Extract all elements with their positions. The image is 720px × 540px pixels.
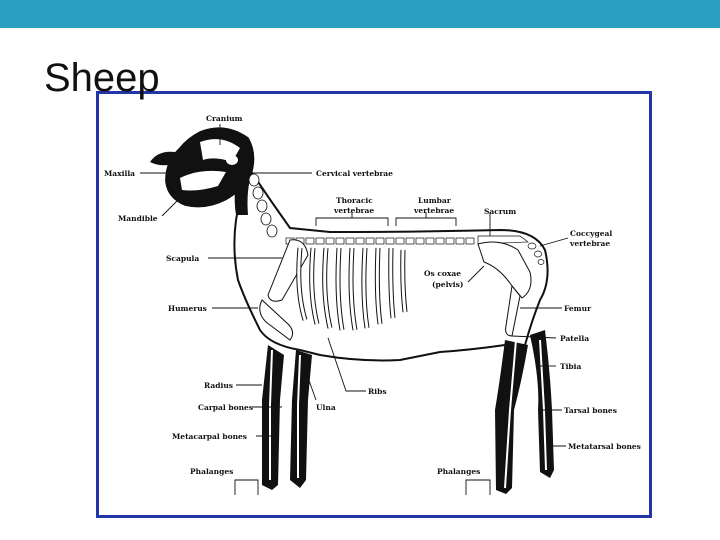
label-tibia: Tibia	[560, 362, 582, 371]
label-ribs: Ribs	[368, 387, 387, 396]
label-cranium: Cranium	[206, 114, 243, 123]
label-scapula: Scapula	[166, 254, 200, 263]
label-coccygeal-1: Coccygeal	[570, 229, 613, 238]
label-phalanges-front: Phalanges	[190, 467, 234, 476]
label-radius: Radius	[204, 381, 234, 390]
label-coccygeal-2: vertebrae	[570, 239, 611, 248]
label-tarsal-bones: Tarsal bones	[564, 406, 617, 415]
label-cervical-vertebrae: Cervical vertebrae	[316, 169, 393, 178]
label-carpal-bones: Carpal bones	[198, 403, 254, 412]
slide-title: Sheep	[44, 56, 160, 100]
label-sacrum: Sacrum	[484, 207, 517, 216]
label-femur: Femur	[564, 304, 592, 313]
label-os-coxae-1: Os coxae	[424, 269, 462, 278]
label-metacarpal-bones: Metacarpal bones	[172, 432, 248, 441]
label-phalanges-hind: Phalanges	[437, 467, 481, 476]
label-metatarsal-bones: Metatarsal bones	[568, 442, 641, 451]
label-maxilla: Maxilla	[104, 169, 136, 178]
label-patella: Patella	[560, 334, 590, 343]
label-thoracic-2: vertebrae	[334, 206, 375, 215]
label-mandible: Mandible	[118, 214, 158, 223]
label-ulna: Ulna	[316, 403, 336, 412]
label-lumbar-2: vertebrae	[414, 206, 455, 215]
label-thoracic-1: Thoracic	[336, 196, 373, 205]
label-os-coxae-2: (pelvis)	[432, 280, 464, 289]
label-lumbar-1: Lumbar	[418, 196, 451, 205]
label-humerus: Humerus	[168, 304, 207, 313]
